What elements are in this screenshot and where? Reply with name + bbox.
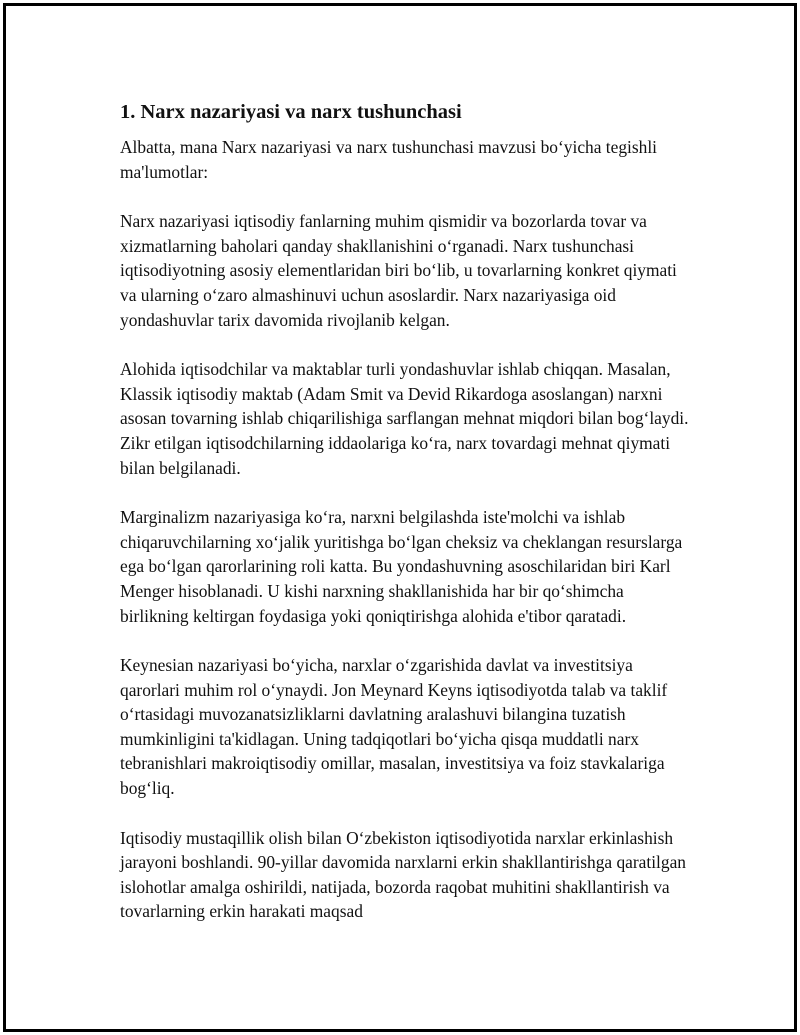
paragraph-keynesian: Keynesian nazariyasi bo‘yicha, narxlar o‘zgarishida davlat va investitsiya qarorlari muhim rol o‘ynaydi. Jon Meynard Keyns iqtisodiyotda talab va taklif o‘rtasidagi muvozanatsizliklarni davlatning aralashuvi bilangina tuzatish mumkinligini ta'kidlagan. Uning tadqiqotlari bo‘yicha qisqa muddatli narx tebranishlari makroiqtisodiy omillar, masalan, investitsiya va foiz stavkalariga bog‘liq. (120, 655, 668, 799)
document-body (120, 98, 690, 924)
section-heading: 1. Narx nazariyasi va narx tushunchasi (120, 101, 462, 123)
document-page (3, 3, 797, 1032)
paragraph-intro: Albatta, mana Narx nazariyasi va narx tushunchasi mavzusi bo‘yicha tegishli ma'lumotlar: (120, 137, 658, 182)
paragraph-marginalism: Marginalizm nazariyasiga ko‘ra, narxni belgilashda iste'molchi va ishlab chiqaruvchilarning xo‘jalik yuritishga bo‘lgan cheksiz va cheklangan resurslarga ega bo‘lgan qarorlarining roli katta. Bu yondashuvning asoschilaridan biri Karl Menger hisoblanadi. U kishi narxning shakllanishida har bir qo‘shimcha birlikning keltirgan foydasiga yoki qoniqtirishga alohida e'tibor qaratadi. (120, 507, 683, 626)
paragraph-price-theory: Narx nazariyasi iqtisodiy fanlarning muhim qismidir va bozorlarda tovar va xizmatlarning baholari qanday shakllanishini o‘rganadi. Narx tushunchasi iqtisodiyotning asosiy elementlaridan biri bo‘lib, u tovarlarning konkret qiymati va ularning o‘zaro almashinuvi uchun asoslardir. Narx nazariyasiga oid yondashuvlar tarix davomida rivojlanib kelgan. (120, 211, 677, 330)
paragraph-classical-school: Alohida iqtisodchilar va maktablar turli yondashuvlar ishlab chiqqan. Masalan, Klassik iqtisodiy maktab (Adam Smit va Devid Rikardoga asoslangan) narxni asosan tovarning ishlab chiqarilishiga sarflangan mehnat miqdori bilan bog‘laydi. Zikr etilgan iqtisodchilarning iddaolariga ko‘ra, narx tovardagi mehnat qiymati bilan belgilanadi. (120, 359, 689, 478)
paragraph-uzbekistan: Iqtisodiy mustaqillik olish bilan O‘zbekiston iqtisodiyotida narxlar erkinlashish jarayoni boshlandi. 90-yillar davomida narxlarni erkin shakllantirishga qaratilgan islohotlar amalga oshirildi, natijada, bozorda raqobat muhitini shakllantirish va tovarlarning erkin harakati maqsad (120, 827, 686, 922)
